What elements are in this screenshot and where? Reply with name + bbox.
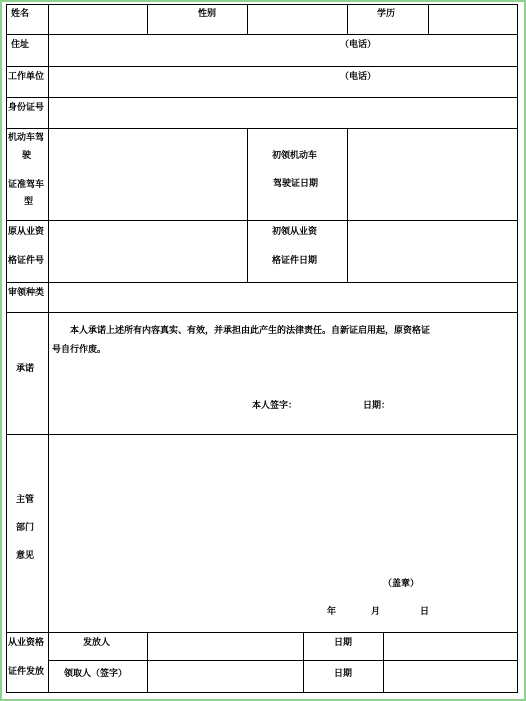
grid-line	[6, 128, 518, 129]
grid-line	[6, 312, 518, 313]
license-type-label-line3: 证准驾车	[8, 180, 45, 190]
first-license-date-line1: 初领机动车	[272, 151, 318, 161]
grid-line	[347, 4, 348, 34]
grid-line	[6, 692, 518, 693]
address-phone-label: （电话）	[340, 40, 377, 50]
license-type-label-line1: 机动车驾	[8, 133, 45, 143]
grid-line	[147, 4, 148, 34]
education-label: 学历	[377, 9, 396, 19]
grid-line	[383, 632, 384, 693]
grid-line	[48, 4, 49, 693]
grid-line	[428, 4, 429, 34]
opinion-label-line3: 意见	[16, 551, 35, 561]
opinion-year: 年	[327, 607, 337, 617]
license-type-label-line2: 驶	[22, 151, 32, 161]
grid-line	[6, 34, 518, 35]
id-number-label: 身份证号	[8, 103, 45, 113]
grid-line	[6, 282, 518, 283]
grid-line	[303, 632, 304, 693]
pledge-text-line2: 号自行作废。	[52, 345, 107, 355]
license-type-label-line4: 型	[24, 197, 34, 207]
grid-line	[247, 4, 248, 34]
gender-label: 性别	[198, 9, 217, 19]
receiver-label: 领取人（签字）	[64, 669, 128, 679]
opinion-label-line2: 部门	[16, 523, 35, 533]
issuer-label: 发放人	[83, 638, 111, 648]
grid-line	[247, 128, 248, 282]
signature-label: 本人签字：	[252, 401, 298, 411]
first-license-date-line2: 驾驶证日期	[273, 179, 319, 189]
employer-phone-label: （电话）	[340, 72, 377, 82]
grid-line	[147, 632, 148, 693]
grid-line	[6, 632, 518, 633]
issue-date-label: 日期	[334, 638, 353, 648]
grid-line	[517, 4, 518, 693]
grid-line	[6, 434, 518, 435]
pledge-date-label: 日期：	[363, 401, 391, 411]
address-label: 住址	[11, 40, 30, 50]
grid-line	[347, 128, 348, 282]
grid-line	[6, 66, 518, 67]
review-type-label: 审领种类	[8, 288, 45, 298]
name-label: 姓名	[11, 9, 30, 19]
first-cert-date-line1: 初领从业资	[272, 227, 318, 237]
first-cert-date-line2: 格证件日期	[272, 256, 318, 266]
receive-date-label: 日期	[334, 669, 353, 679]
pledge-text-line1: 本人承诺上述所有内容真实、有效，并承担由此产生的法律责任。自新证启用起，原资格证	[70, 326, 431, 336]
grid-line	[6, 4, 518, 5]
issuance-label-line1: 从业资格	[8, 638, 45, 648]
grid-line	[6, 97, 518, 98]
opinion-label-line1: 主管	[16, 495, 35, 505]
old-cert-no-line1: 原从业资	[8, 227, 45, 237]
issuance-label-line2: 证件发放	[8, 667, 45, 677]
grid-line	[6, 4, 7, 693]
opinion-day: 日	[420, 607, 430, 617]
old-cert-no-line2: 格证件号	[8, 256, 45, 266]
grid-line	[6, 220, 518, 221]
seal-label: （盖章）	[383, 579, 420, 589]
employer-label: 工作单位	[8, 72, 45, 82]
pledge-label: 承诺	[16, 364, 35, 374]
grid-line	[48, 660, 518, 661]
opinion-month: 月	[371, 607, 381, 617]
